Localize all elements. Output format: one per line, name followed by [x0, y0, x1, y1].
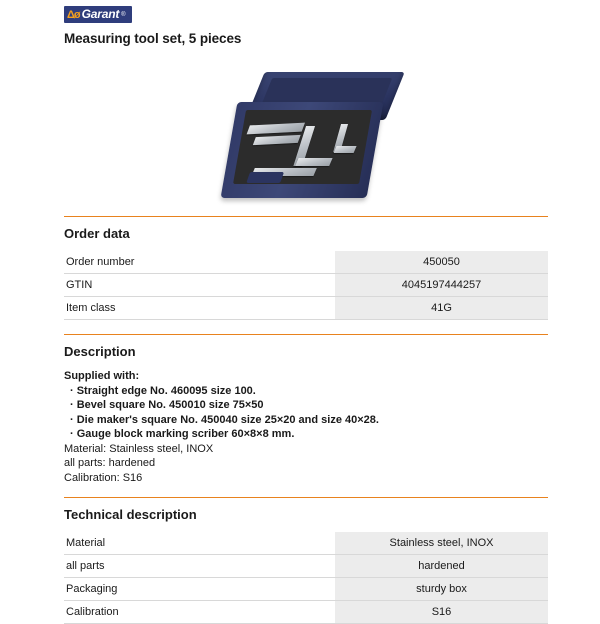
divider-description — [64, 334, 548, 335]
description-line: Material: Stainless steel, INOX — [64, 442, 214, 455]
technical-description-table — [64, 532, 548, 624]
tool-die-makers-square-stock-icon — [334, 146, 357, 153]
table-row — [64, 297, 548, 320]
divider-technical-description — [64, 497, 548, 498]
description-line: Calibration: S16 — [64, 471, 143, 484]
tool-case-illustration — [211, 62, 401, 202]
case-base-icon — [221, 102, 384, 198]
tool-bevel-square-stock-icon — [295, 158, 332, 166]
table-row — [64, 274, 548, 297]
all-parts-label: all parts — [64, 555, 335, 578]
table-row — [64, 578, 548, 601]
garant-logo-mark: Δø — [67, 8, 80, 21]
section-heading-technical-description: Technical description — [64, 507, 197, 522]
page-title: Measuring tool set, 5 pieces — [64, 31, 242, 46]
tool-straight-edge-icon — [247, 123, 305, 135]
order-data-table — [64, 251, 548, 320]
table-row — [64, 555, 548, 578]
calibration-value: S16 — [335, 601, 548, 624]
material-value: Stainless steel, INOX — [335, 532, 548, 555]
description-bullet: · Gauge block marking scriber 60×8×8 mm. — [70, 428, 295, 440]
table-row — [64, 251, 548, 274]
material-label: Material — [64, 532, 335, 555]
all-parts-value: hardened — [335, 555, 548, 578]
garant-logo-wordmark: Garant — [81, 7, 120, 21]
supplied-with-label: Supplied with: — [64, 370, 140, 382]
packaging-value: sturdy box — [335, 578, 548, 601]
gtin-label: GTIN — [64, 274, 335, 297]
description-bullet: · Straight edge No. 460095 size 100. — [70, 384, 256, 397]
item-class-label: Item class — [64, 297, 335, 320]
order-number-value: 450050 — [335, 251, 548, 274]
product-image — [64, 48, 548, 216]
gtin-value: 4045197444257 — [335, 274, 548, 297]
calibration-label: Calibration — [64, 601, 335, 624]
divider-order-data — [64, 216, 548, 217]
section-heading-description: Description — [64, 344, 136, 359]
garant-logo — [64, 6, 132, 23]
description-bullet: · Bevel square No. 450010 size 75×50 — [70, 399, 264, 411]
packaging-label: Packaging — [64, 578, 335, 601]
description-line: all parts: hardened — [64, 457, 156, 469]
table-row — [64, 532, 548, 555]
description-body — [64, 369, 548, 485]
description-bullet: · Die maker's square No. 450040 size 25×20 and size 40×28. — [70, 413, 379, 426]
order-number-label: Order number — [64, 251, 335, 274]
tool-straight-edge-secondary-icon — [253, 135, 301, 145]
section-heading-order-data: Order data — [64, 226, 130, 241]
table-row — [64, 601, 548, 624]
case-foam-insert — [233, 110, 372, 184]
tool-scriber-handle-icon — [246, 172, 284, 183]
item-class-value: 41G — [335, 297, 548, 320]
registered-trademark-icon: ® — [121, 11, 126, 18]
